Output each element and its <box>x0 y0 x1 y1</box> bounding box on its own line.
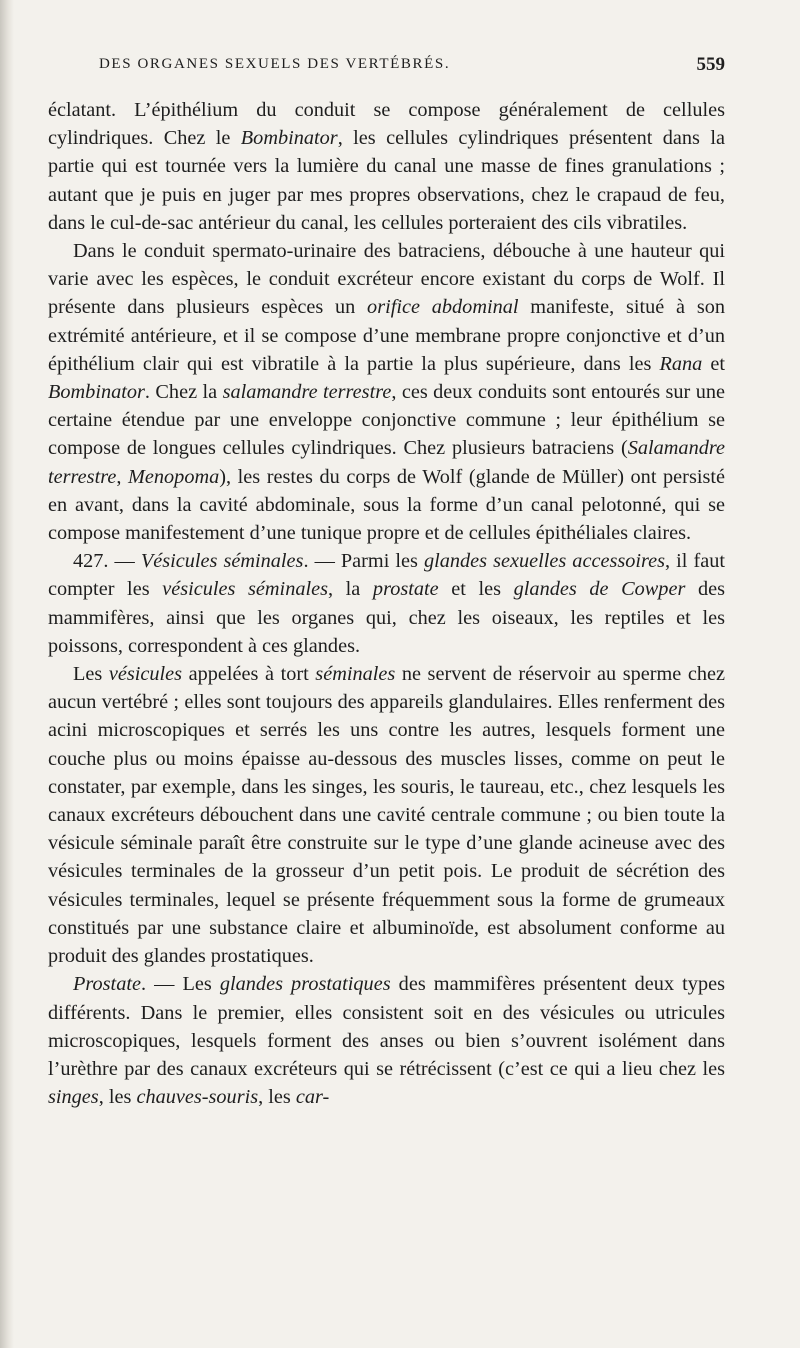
italic-run: Bombinator <box>240 127 338 150</box>
italic-run: vésicules séminales <box>162 578 328 601</box>
running-title: DES ORGANES SEXUELS DES VERTÉBRÉS. <box>99 56 451 72</box>
text-run: Les <box>73 663 109 686</box>
paragraph <box>48 660 725 970</box>
text-run: , les <box>258 1086 296 1109</box>
text-run: éclatant. L’épithélium du conduit se compose généralement de cellules cylindriques. Chez le <box>48 99 725 150</box>
italic-run: singes <box>48 1086 99 1109</box>
paragraph <box>48 96 725 237</box>
text-run: , ces deux conduits sont entourés sur une certaine étendue par une enveloppe conjonctive commune ; leur épithélium se compose de longues cellules cylindriques. Chez plusieurs batraciens ( <box>48 381 725 460</box>
text-run: . — Les <box>140 973 220 996</box>
italic-run: vésicules <box>108 663 183 686</box>
paragraph <box>48 970 725 1111</box>
italic-run: orifice abdominal <box>367 296 519 319</box>
italic-run: salamandre terrestre <box>222 381 392 404</box>
text-run: . Chez la <box>144 381 223 404</box>
text-run: , <box>116 465 128 488</box>
text-run: , il faut compter les <box>48 550 725 601</box>
body-text <box>48 96 725 1111</box>
italic-run: Prostate <box>73 973 141 996</box>
text-run: et <box>702 352 725 375</box>
text-run: et les <box>438 578 514 601</box>
italic-run: Vésicules séminales <box>140 550 304 573</box>
paragraph <box>48 547 725 660</box>
text-run: des mammifères présentent deux types différents. Dans le premier, elles consistent soit en des vésicules ou utricules microscopiques, lesquels forment des anses ou bien s’ouvrent isolément dans l’urèthre par des canaux excréteurs qui se rétrécissent (c’est ce qui a lieu chez les <box>48 973 725 1080</box>
page-header <box>99 56 725 86</box>
text-run: des mammifères, ainsi que les organes qui, chez les oiseaux, les reptiles et les poissons, correspondent à ces glandes. <box>48 578 725 657</box>
italic-run: séminales <box>315 663 396 686</box>
italic-run: glandes sexuelles accessoires <box>423 550 666 573</box>
text-run: 427. — <box>73 550 141 573</box>
text-run: appelées à tort <box>182 663 316 686</box>
italic-run: Salamandre terrestre <box>48 437 725 488</box>
text-run: manifeste, situé à son extrémité antérieure, et il se compose d’une membrane propre conjonctive et d’un épithélium clair qui est vibratile à la partie la plus supérieure, dans les <box>48 296 726 375</box>
text-run: Dans le conduit spermato-urinaire des batraciens, débouche à une hauteur qui varie avec les espèces, le conduit excréteur encore existant du corps de Wolf. Il présente dans plusieurs espèces un <box>48 240 725 319</box>
italic-run: glandes de Cowper <box>513 578 686 601</box>
italic-run: Bombinator <box>48 381 145 404</box>
text-run: . — Parmi les <box>303 550 424 573</box>
text-run: , la <box>328 578 373 601</box>
page-number: 559 <box>696 54 725 75</box>
italic-run: prostate <box>372 578 439 601</box>
italic-run: chauves-souris <box>136 1086 259 1109</box>
italic-run: Menopoma <box>128 465 220 488</box>
italic-run: glandes prostatiques <box>219 973 391 996</box>
italic-run: car- <box>295 1086 330 1109</box>
text-run: ), les restes du corps de Wolf (glande de Müller) ont persisté en avant, dans la cavité abdominale, sous la forme d’un canal pelotonné, qui se compose manifestement d’une tunique propre et de cellules épithéliales claires. <box>48 465 725 545</box>
page-binding-shadow <box>0 0 14 1348</box>
text-run: , les cellules cylindriques présentent dans la partie qui est tournée vers la lumière du canal une masse de fines granulations ; autant que je puis en juger par mes propres observations, chez le crapaud de feu, dans le cul-de-sac antérieur du canal, les cellules porteraient des cils vibratiles. <box>48 127 725 234</box>
text-run: , les <box>98 1086 137 1109</box>
italic-run: Rana <box>659 352 703 375</box>
paragraph <box>48 237 725 547</box>
text-run: ne servent de réservoir au sperme chez aucun vertébré ; elles sont toujours des appareils glandulaires. Elles renferment des acini microscopiques et serrés les uns contre les autres, lesquels forment une couche plus ou moins épaisse au-dessous des muscles lisses, comme on peut le constater, par exemple, dans les singes, les souris, le taureau, etc., chez lesquels les canaux excréteurs débouchent dans une cavité centrale commune ; ou bien toute la vésicule séminale paraît être construite sur le type d’une glande acineuse avec des vésicules terminales de la grosseur d’un petit pois. Le produit de sécrétion des vésicules terminales, lequel se présente fréquemment sous la forme de grumeaux constitués par une substance claire et albuminoïde, est absolument conforme au produit des glandes prostatiques. <box>48 663 726 968</box>
